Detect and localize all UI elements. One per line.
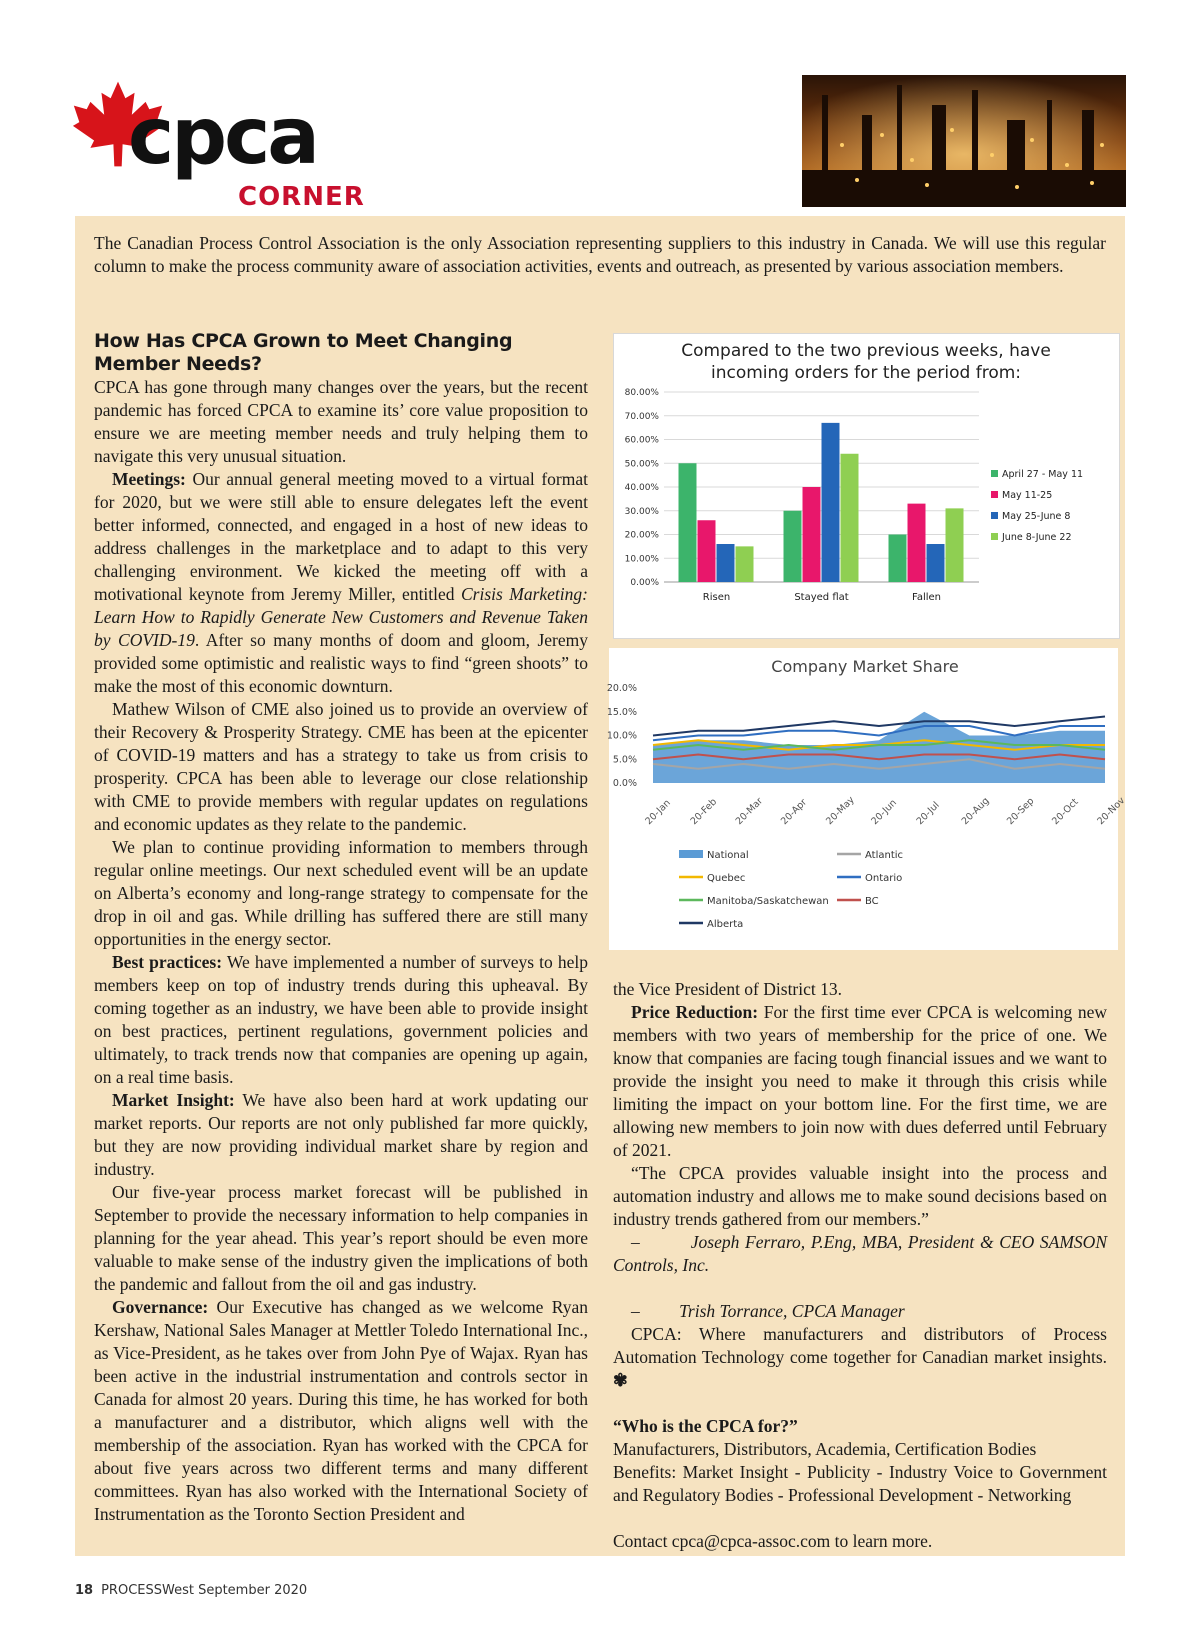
bar bbox=[679, 463, 697, 582]
cme-paragraph: Mathew Wilson of CME also joined us to provide an overview of their Recovery & Prosperity Strategy. CME has been at the epicenter of COVID-19 matters and has a strategy to take us from crisis to prosperity. CPCA has been able to leverage our close relationship with CME to provide members with regular updates on regulations and economic updates as they relate to the pandemic. bbox=[94, 699, 588, 834]
who-title bbox=[613, 1415, 1107, 1438]
legend-label: June 8-June 22 bbox=[1002, 532, 1072, 543]
governance-label: Governance: bbox=[112, 1297, 209, 1317]
y-tick-label: 60.00% bbox=[624, 435, 659, 446]
meetings-label: Meetings: bbox=[112, 469, 186, 489]
bar bbox=[717, 544, 735, 582]
y-tick-label: 40.00% bbox=[624, 483, 659, 493]
author-line bbox=[613, 1300, 1107, 1323]
author-name: Trish Torrance, CPCA Manager bbox=[679, 1301, 905, 1321]
end-mark-icon: ✾ bbox=[613, 1370, 628, 1390]
x-tick-label: 20-Mar bbox=[733, 795, 766, 828]
y-tick-label: 10.00% bbox=[624, 554, 659, 565]
article-left-column bbox=[94, 330, 588, 1526]
y-tick-label: 15.0% bbox=[606, 706, 637, 718]
orders-bar-chart bbox=[613, 333, 1120, 639]
article-right-column bbox=[613, 978, 1107, 1553]
logo-wordmark: cpca bbox=[128, 92, 317, 182]
bar bbox=[784, 511, 802, 582]
legend-label: Alberta bbox=[707, 919, 744, 930]
bar bbox=[946, 508, 964, 582]
x-tick-label: 20-May bbox=[824, 794, 857, 828]
best-practices-text: We have implemented a number of surveys to help members keep on top of industry trends during this upheaval. By coming together as an industry, we have been able to provide insight on best practices, pertinent regulations, government policies and ultimately, to track trends now that companies are opening up again, on a real time basis. bbox=[94, 952, 588, 1087]
x-tick-label: 20-Jan bbox=[643, 797, 673, 828]
governance-paragraph bbox=[94, 1296, 588, 1526]
article-paragraph: CPCA has gone through many changes over the years, but the recent pandemic has forced CPCA to examine its’ core value proposition to ensure we are meeting member needs and truly helping them to navigate this very unusual situation. bbox=[94, 377, 588, 466]
y-tick-label: 50.00% bbox=[624, 459, 659, 470]
benefits: Benefits: Market Insight - Publicity - Industry Voice to Government and Regulatory Bodies - Professional Development - Networking bbox=[613, 1462, 1107, 1505]
bar bbox=[927, 544, 945, 582]
best-practices-paragraph bbox=[94, 951, 588, 1089]
y-tick-label: 10.0% bbox=[606, 730, 637, 742]
intro-paragraph: The Canadian Process Control Association is the only Association representing suppliers to this industry in Canada. We will use this regular column to make the process community aware of association activities, events and outreach, as presented by various association members. bbox=[94, 233, 1106, 276]
y-tick-label: 20.0% bbox=[606, 683, 637, 694]
chart-title: Compared to the two previous weeks, have bbox=[681, 341, 1051, 361]
closing-paragraph bbox=[613, 1323, 1107, 1392]
legend-label: Quebec bbox=[707, 873, 746, 884]
cpca-logo bbox=[72, 72, 372, 212]
member-quote: “The CPCA provides valuable insight into the process and automation industry and allows me to make sound decisions based on industry trends gathered from our members.” bbox=[613, 1163, 1107, 1229]
y-tick-label: 70.00% bbox=[624, 411, 659, 422]
legend-label: April 27 - May 11 bbox=[1002, 469, 1084, 480]
x-category-label: Risen bbox=[702, 592, 731, 603]
market-insight-paragraph bbox=[94, 1089, 588, 1181]
x-tick-label: 20-Aug bbox=[959, 795, 992, 828]
y-tick-label: 0.00% bbox=[630, 578, 659, 588]
legend-label: Atlantic bbox=[865, 850, 904, 861]
who-title-text: “Who is the CPCA for?” bbox=[613, 1416, 798, 1436]
legend-swatch bbox=[991, 533, 998, 540]
x-tick-label: 20-Jun bbox=[869, 797, 899, 828]
chart-title: incoming orders for the period from: bbox=[710, 363, 1022, 383]
legend-label: BC bbox=[865, 896, 879, 907]
closing-text: CPCA: Where manufacturers and distributors of Process Automation Technology come together for Canadian market insights. bbox=[613, 1324, 1107, 1367]
y-tick-label: 5.0% bbox=[612, 754, 637, 766]
refinery-photo bbox=[802, 75, 1126, 207]
x-tick-label: 20-Feb bbox=[688, 796, 720, 828]
forecast-paragraph: Our five-year process market forecast will be published in September to provide the necessary information to help companies in planning for the year ahead. This year’s report should be even more valuable to make sense of the industry given the implications of both the pandemic and fallout from the oil and gas industry. bbox=[94, 1182, 588, 1294]
bar bbox=[803, 487, 821, 582]
legend-swatch bbox=[991, 512, 998, 519]
chart-title: Company Market Share bbox=[771, 657, 959, 676]
y-tick-label: 80.00% bbox=[624, 388, 659, 398]
quote-dash: – bbox=[631, 1232, 640, 1252]
article-title: How Has CPCA Grown to Meet Changing Member Needs? bbox=[94, 330, 513, 375]
quote-attribution bbox=[613, 1231, 1107, 1277]
y-tick-label: 20.00% bbox=[624, 530, 659, 541]
page-footer bbox=[75, 1583, 307, 1598]
x-tick-label: 20-Sep bbox=[1004, 795, 1037, 828]
meetings-text: Our annual general meeting moved to a virtual format for 2020, but we were still able to ensure delegates left the event better informed, connected, and engaged in a host of new ideas to address challenges in the marketplace and to adapt to this very challenging environment. We kicked the meeting off with a motivational keynote from Jeremy Miller, entitled bbox=[94, 469, 588, 604]
bar bbox=[736, 546, 754, 582]
x-tick-label: 20-Apr bbox=[778, 796, 810, 828]
plan-paragraph: We plan to continue providing information to members through regular online meetings. Our next scheduled event will be an update on Alberta’s economy and long-range strategy to compensate for the drop in oil and gas. While drilling has suffered there are still many opportunities in the energy sector. bbox=[94, 837, 588, 949]
governance-text: Our Executive has changed as we welcome Ryan Kershaw, National Sales Manager at Mettler Toledo International Inc., as Vice-President, as he takes over from John Pye of Wajax. Ryan has been active in the industrial instrumentation and controls sector in Canada for almost 20 years. During this time, he has worked for both a manufacturer and a distributor, which aligns well with the membership of the association. Ryan has worked with the CPCA for about five years across two different terms and many different committees. Ryan has also worked with the International Society of Instrumentation as the Toronto Section President and bbox=[94, 1297, 588, 1524]
price-reduction-label: Price Reduction: bbox=[631, 1002, 759, 1022]
market-share-chart bbox=[606, 648, 1128, 950]
x-tick-label: 20-Nov bbox=[1095, 795, 1128, 828]
bar bbox=[822, 423, 840, 582]
price-reduction-paragraph bbox=[613, 1001, 1107, 1162]
keynote-title: Crisis Marketing: Learn How to Rapidly Generate New Customers and Revenue Taken by COVID-19 bbox=[94, 584, 588, 650]
price-reduction-text: For the first time ever CPCA is welcoming new members with two years of membership for the price of one. We know that companies are facing tough financial issues and we want to provide the insight you need to make it through this crisis while limiting the impact on your bottom line. For the first time, we are allowing new members to join now with dues deferred until February of 2021. bbox=[613, 1002, 1107, 1160]
legend-label: May 11-25 bbox=[1002, 490, 1053, 501]
x-category-label: Fallen bbox=[911, 592, 942, 603]
logo-subtitle: CORNER bbox=[238, 182, 365, 212]
publication-name: PROCESSWest September 2020 bbox=[101, 1583, 308, 1598]
quote-author: Joseph Ferraro, P.Eng, MBA, President & CEO SAMSON Controls, Inc. bbox=[613, 1232, 1107, 1275]
legend-swatch bbox=[679, 850, 703, 858]
author-dash: – bbox=[631, 1301, 640, 1321]
legend-label: Ontario bbox=[865, 873, 903, 884]
market-insight-label: Market Insight: bbox=[112, 1090, 235, 1110]
meetings-text-end: . After so many months of doom and gloom, Jeremy provided some optimistic and realistic ways to find “green shoots” to make the most of this economic downturn. bbox=[94, 630, 589, 696]
series-line bbox=[653, 717, 1105, 736]
legend-label: National bbox=[707, 850, 749, 861]
bar bbox=[889, 535, 907, 583]
x-tick-label: 20-Oct bbox=[1050, 796, 1081, 828]
bar bbox=[908, 504, 926, 582]
x-category-label: Stayed flat bbox=[794, 592, 849, 603]
y-tick-label: 0.0% bbox=[612, 778, 637, 789]
legend-swatch bbox=[991, 491, 998, 498]
legend-label: Manitoba/Saskatchewan bbox=[707, 896, 829, 907]
best-practices-label: Best practices: bbox=[112, 952, 223, 972]
page-number: 18 bbox=[75, 1583, 94, 1598]
bar bbox=[698, 520, 716, 582]
contact-line: Contact cpca@cpca-assoc.com to learn more. bbox=[613, 1531, 933, 1551]
x-tick-label: 20-Jul bbox=[914, 799, 942, 828]
governance-continued: the Vice President of District 13. bbox=[613, 979, 842, 999]
legend-label: May 25-June 8 bbox=[1002, 511, 1071, 522]
who-list: Manufacturers, Distributors, Academia, Certification Bodies bbox=[613, 1439, 1037, 1459]
y-tick-label: 30.00% bbox=[624, 506, 659, 517]
meetings-paragraph bbox=[94, 468, 588, 698]
legend-swatch bbox=[991, 470, 998, 477]
bar bbox=[841, 454, 859, 582]
market-insight-text: We have also been hard at work updating our market reports. Our reports are not only published far more quickly, but they are now providing individual market share by region and industry. bbox=[94, 1090, 588, 1179]
